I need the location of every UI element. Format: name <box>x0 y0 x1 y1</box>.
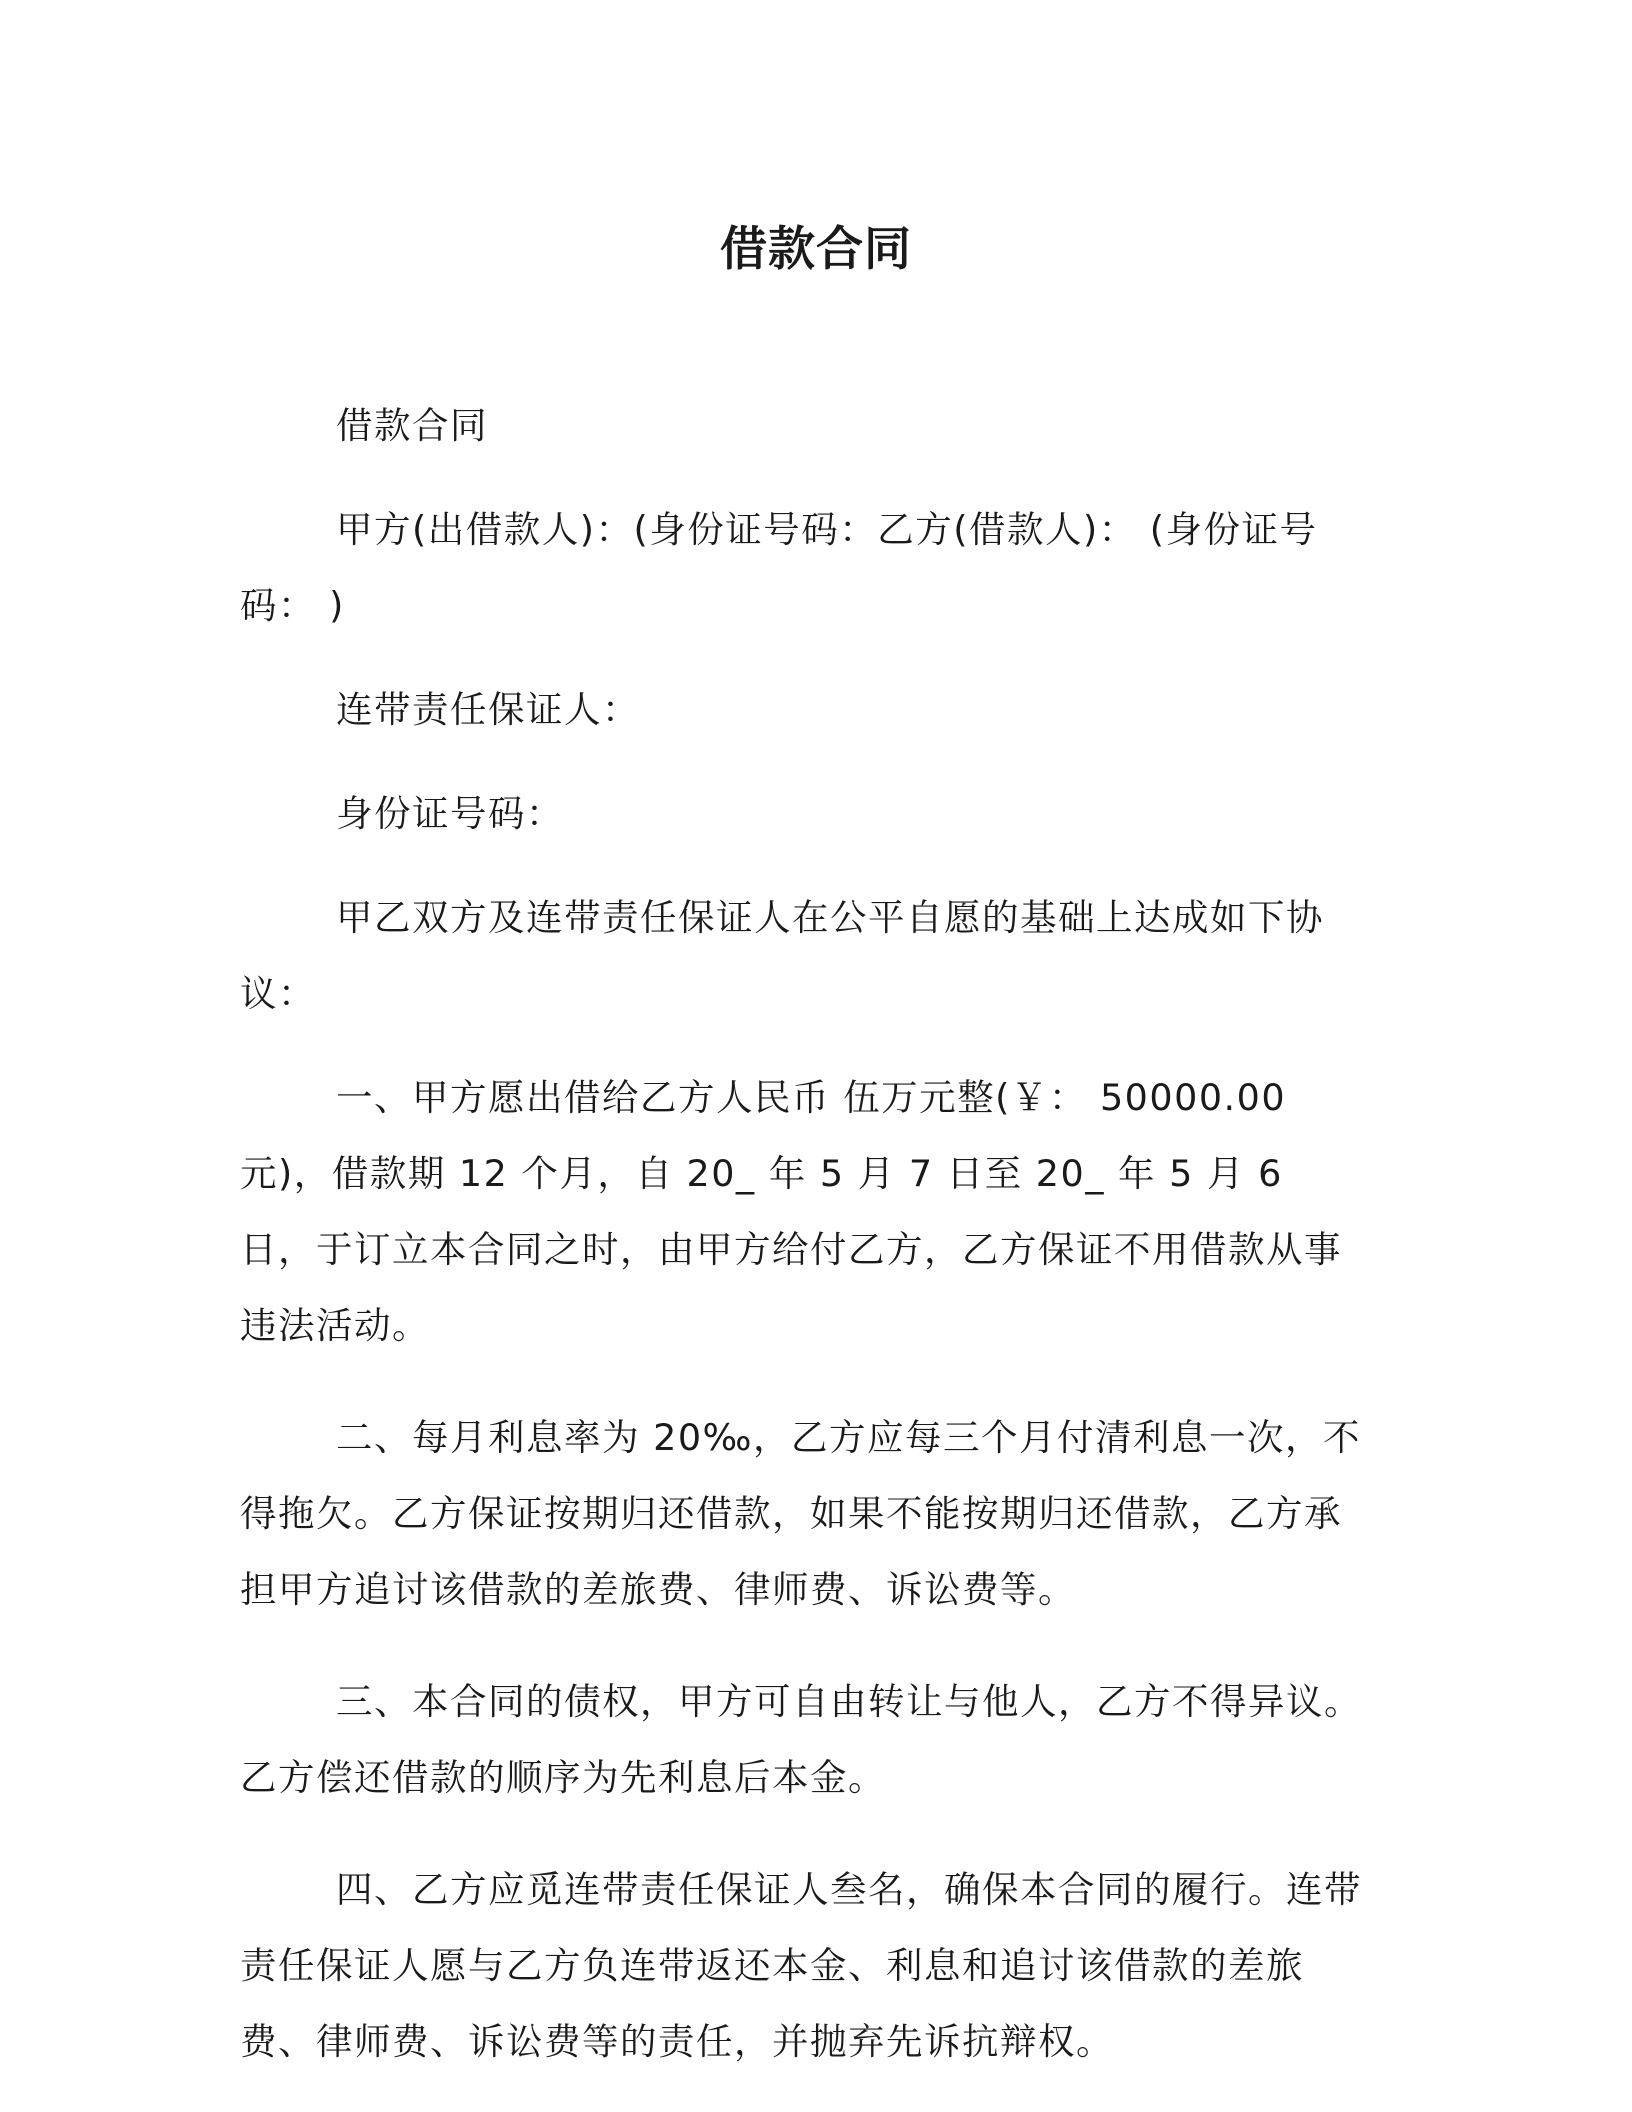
id-number-line: 身份证号码： <box>336 792 564 835</box>
clause-1: 一、甲方愿出借给乙方人民币 伍万元整(￥： 50000.00 元)，借款期 12 个月，自 20_ 年 5 月 7 日至 20_ 年 5 月 6 日，于订立本合同之时，由甲方给付乙方，乙方保证不用借款从事违法活动。 <box>240 1076 1342 1347</box>
contract-subtitle: 借款合同 <box>336 404 488 447</box>
agreement-intro: 甲乙双方及连带责任保证人在公平自愿的基础上达成如下协议： <box>240 896 1324 1015</box>
clause-4: 四、乙方应觅连带责任保证人叁名，确保本合同的履行。连带责任保证人愿与乙方负连带返还本金、利息和追讨该借款的差旅费、律师费、诉讼费等的责任，并抛弃先诉抗辩权。 <box>240 1868 1362 2063</box>
document-body <box>240 388 1370 2080</box>
document-title: 借款合同 <box>720 222 912 277</box>
guarantor-line: 连带责任保证人： <box>336 688 640 731</box>
clause-3: 三、本合同的债权，甲方可自由转让与他人，乙方不得异议。乙方偿还借款的顺序为先利息后本金。 <box>240 1680 1362 1799</box>
parties-line: 甲方(出借款人)：(身份证号码：乙方(借款人)： (身份证号码： ) <box>240 508 1318 627</box>
clause-2: 二、每月利息率为 20‰，乙方应每三个月付清利息一次，不得拖欠。乙方保证按期归还借款，如果不能按期归还借款，乙方承担甲方追讨该借款的差旅费、律师费、诉讼费等。 <box>240 1416 1362 1611</box>
